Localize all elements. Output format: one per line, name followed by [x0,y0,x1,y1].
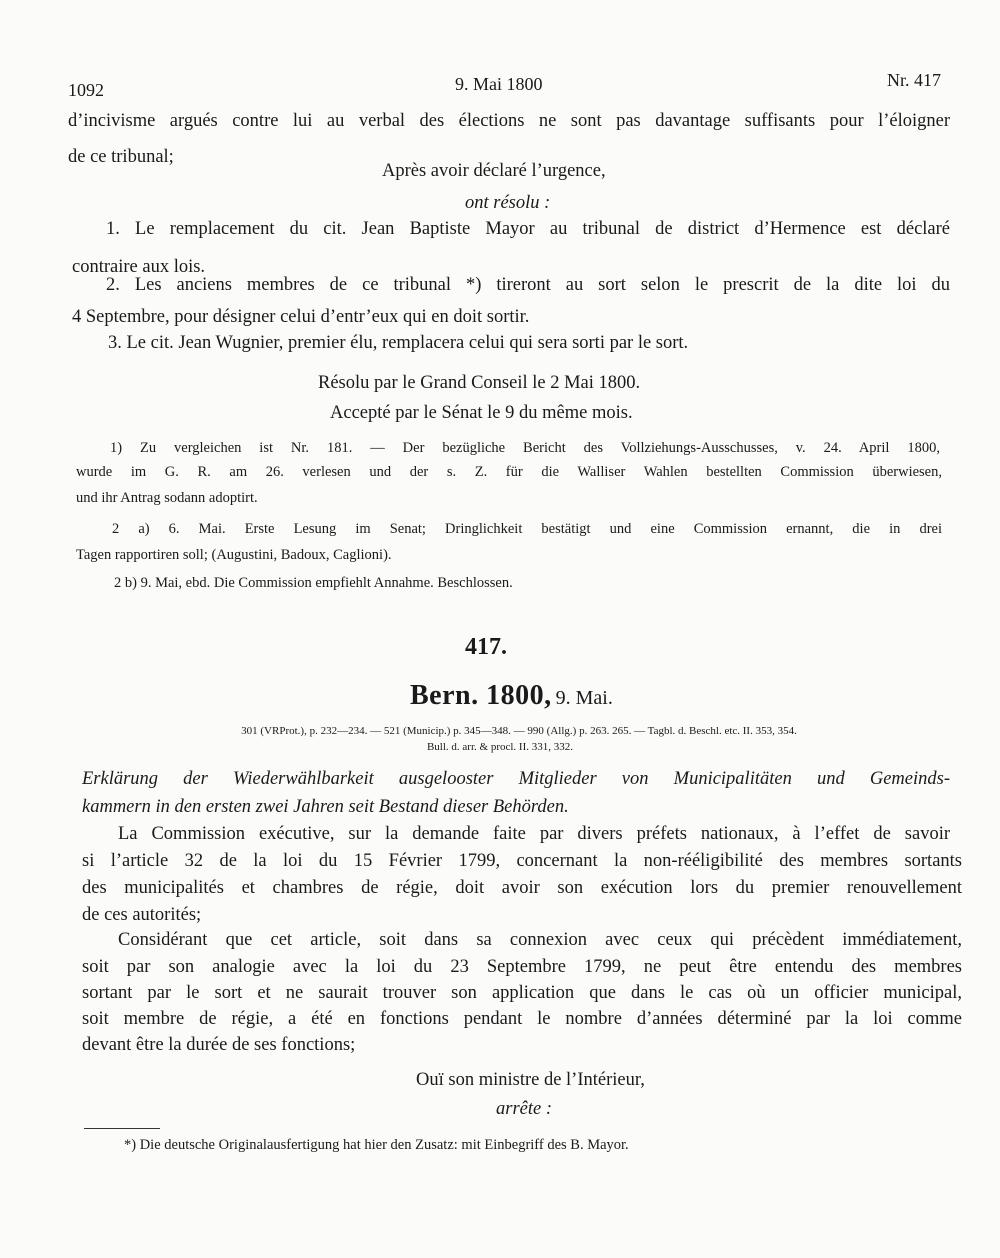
note-line: Tagen rapportiren soll; (Augustini, Badoux, Caglioni). [76,547,392,563]
text-line: 4 Septembre, pour désigner celui d’entr’eux qui en doit sortir. [72,307,530,327]
sources-line: 301 (VRProt.), p. 232—234. — 521 (Municip.) p. 345—348. — 990 (Allg.) p. 263. 265. — Tagbl. d. Beschl. etc. II. 353, 354. [241,725,797,737]
text-line: soit membre de régie, a été en fonctions pendant le nombre d’années déterminé par la loi comme [82,1009,962,1029]
text-line: devant être la durée de ses fonctions; [82,1035,356,1055]
document-title: kammern in den ersten zwei Jahren seit Bestand dieser Behörden. [82,797,569,817]
text-line: 3. Le cit. Jean Wugnier, premier élu, remplacera celui qui sera sorti par le sort. [108,333,689,353]
note-line: 1) Zu vergleichen ist Nr. 181. — Der bezügliche Bericht des Vollziehungs-Ausschusses, v. 24. April 1800, [110,440,940,456]
resolution-heading: ont résolu : [465,193,551,213]
accepted-line: Accepté par le Sénat le 9 du même mois. [330,403,633,423]
text-line: Considérant que cet article, soit dans sa connexion avec ceux qui précèdent immédiatement, [118,930,962,950]
note-line: und ihr Antrag sodann adoptirt. [76,490,258,506]
text-line: si l’article 32 de la loi du 15 Février 1799, concernant la non-rééligibilité des membres sortants [82,851,962,871]
place-year: Bern. 1800, [410,680,552,711]
header-date: 9. Mai 1800 [455,74,543,94]
sources-line: Bull. d. arr. & procl. II. 331, 332. [426,741,574,753]
note-line: 2 a) 6. Mai. Erste Lesung im Senat; Dringlichkeit bestätigt und eine Commission ernannt, die in drei [112,521,942,537]
header-doc-ref: Nr. 417 [887,70,941,90]
document-title: Erklärung der Wiederwählbarkeit ausgelooster Mitglieder von Municipalitäten und Gemeinds- [82,769,950,789]
minister-line: Ouï son ministre de l’Intérieur, [416,1070,645,1090]
text-line: 1. Le remplacement du cit. Jean Baptiste Mayor au tribunal de district d’Hermence est déclaré [106,219,950,239]
note-line: 2 b) 9. Mai, ebd. Die Commission empfiehlt Annahme. Beschlossen. [114,575,513,591]
note-line: wurde im G. R. am 26. verlesen und der s. Z. für die Walliser Wahlen bestellten Commission überwiesen, [76,464,942,480]
text-line: des municipalités et chambres de régie, doit avoir son exécution lors du premier renouvellement [82,878,962,898]
text-line: 2. Les anciens membres de ce tribunal *) tireront au sort selon le prescrit de la dite loi du [106,275,950,295]
resolved-line: Résolu par le Grand Conseil le 2 Mai 1800. [318,373,641,393]
text-line: d’incivisme argués contre lui au verbal des élections ne sont pas davantage suffisants pour l’éloigner [68,111,950,131]
place-date-line [410,680,613,712]
text-line: de ces autorités; [82,905,202,925]
place-day: 9. Mai. [555,687,613,709]
footnote-rule [84,1128,160,1129]
text-line: sortant par le sort et ne saurait trouver son application que dans le cas où un officier municipal, [82,983,962,1003]
text-line: soit par son analogie avec la loi du 23 Septembre 1799, ne peut être entendu des membres [82,957,962,977]
document-number: 417. [465,634,507,660]
text-line: La Commission exécutive, sur la demande faite par divers préfets nationaux, à l’effet de savoir [118,824,950,844]
text-line: de ce tribunal; [68,147,174,167]
page-number: 1092 [68,80,104,100]
urgence-line: Après avoir déclaré l’urgence, [382,161,606,181]
text-line: contraire aux lois. [72,257,206,277]
footnote: *) Die deutsche Originalausfertigung hat hier den Zusatz: mit Einbegriff des B. Mayor. [124,1137,629,1153]
arrete-heading: arrête : [496,1099,552,1119]
